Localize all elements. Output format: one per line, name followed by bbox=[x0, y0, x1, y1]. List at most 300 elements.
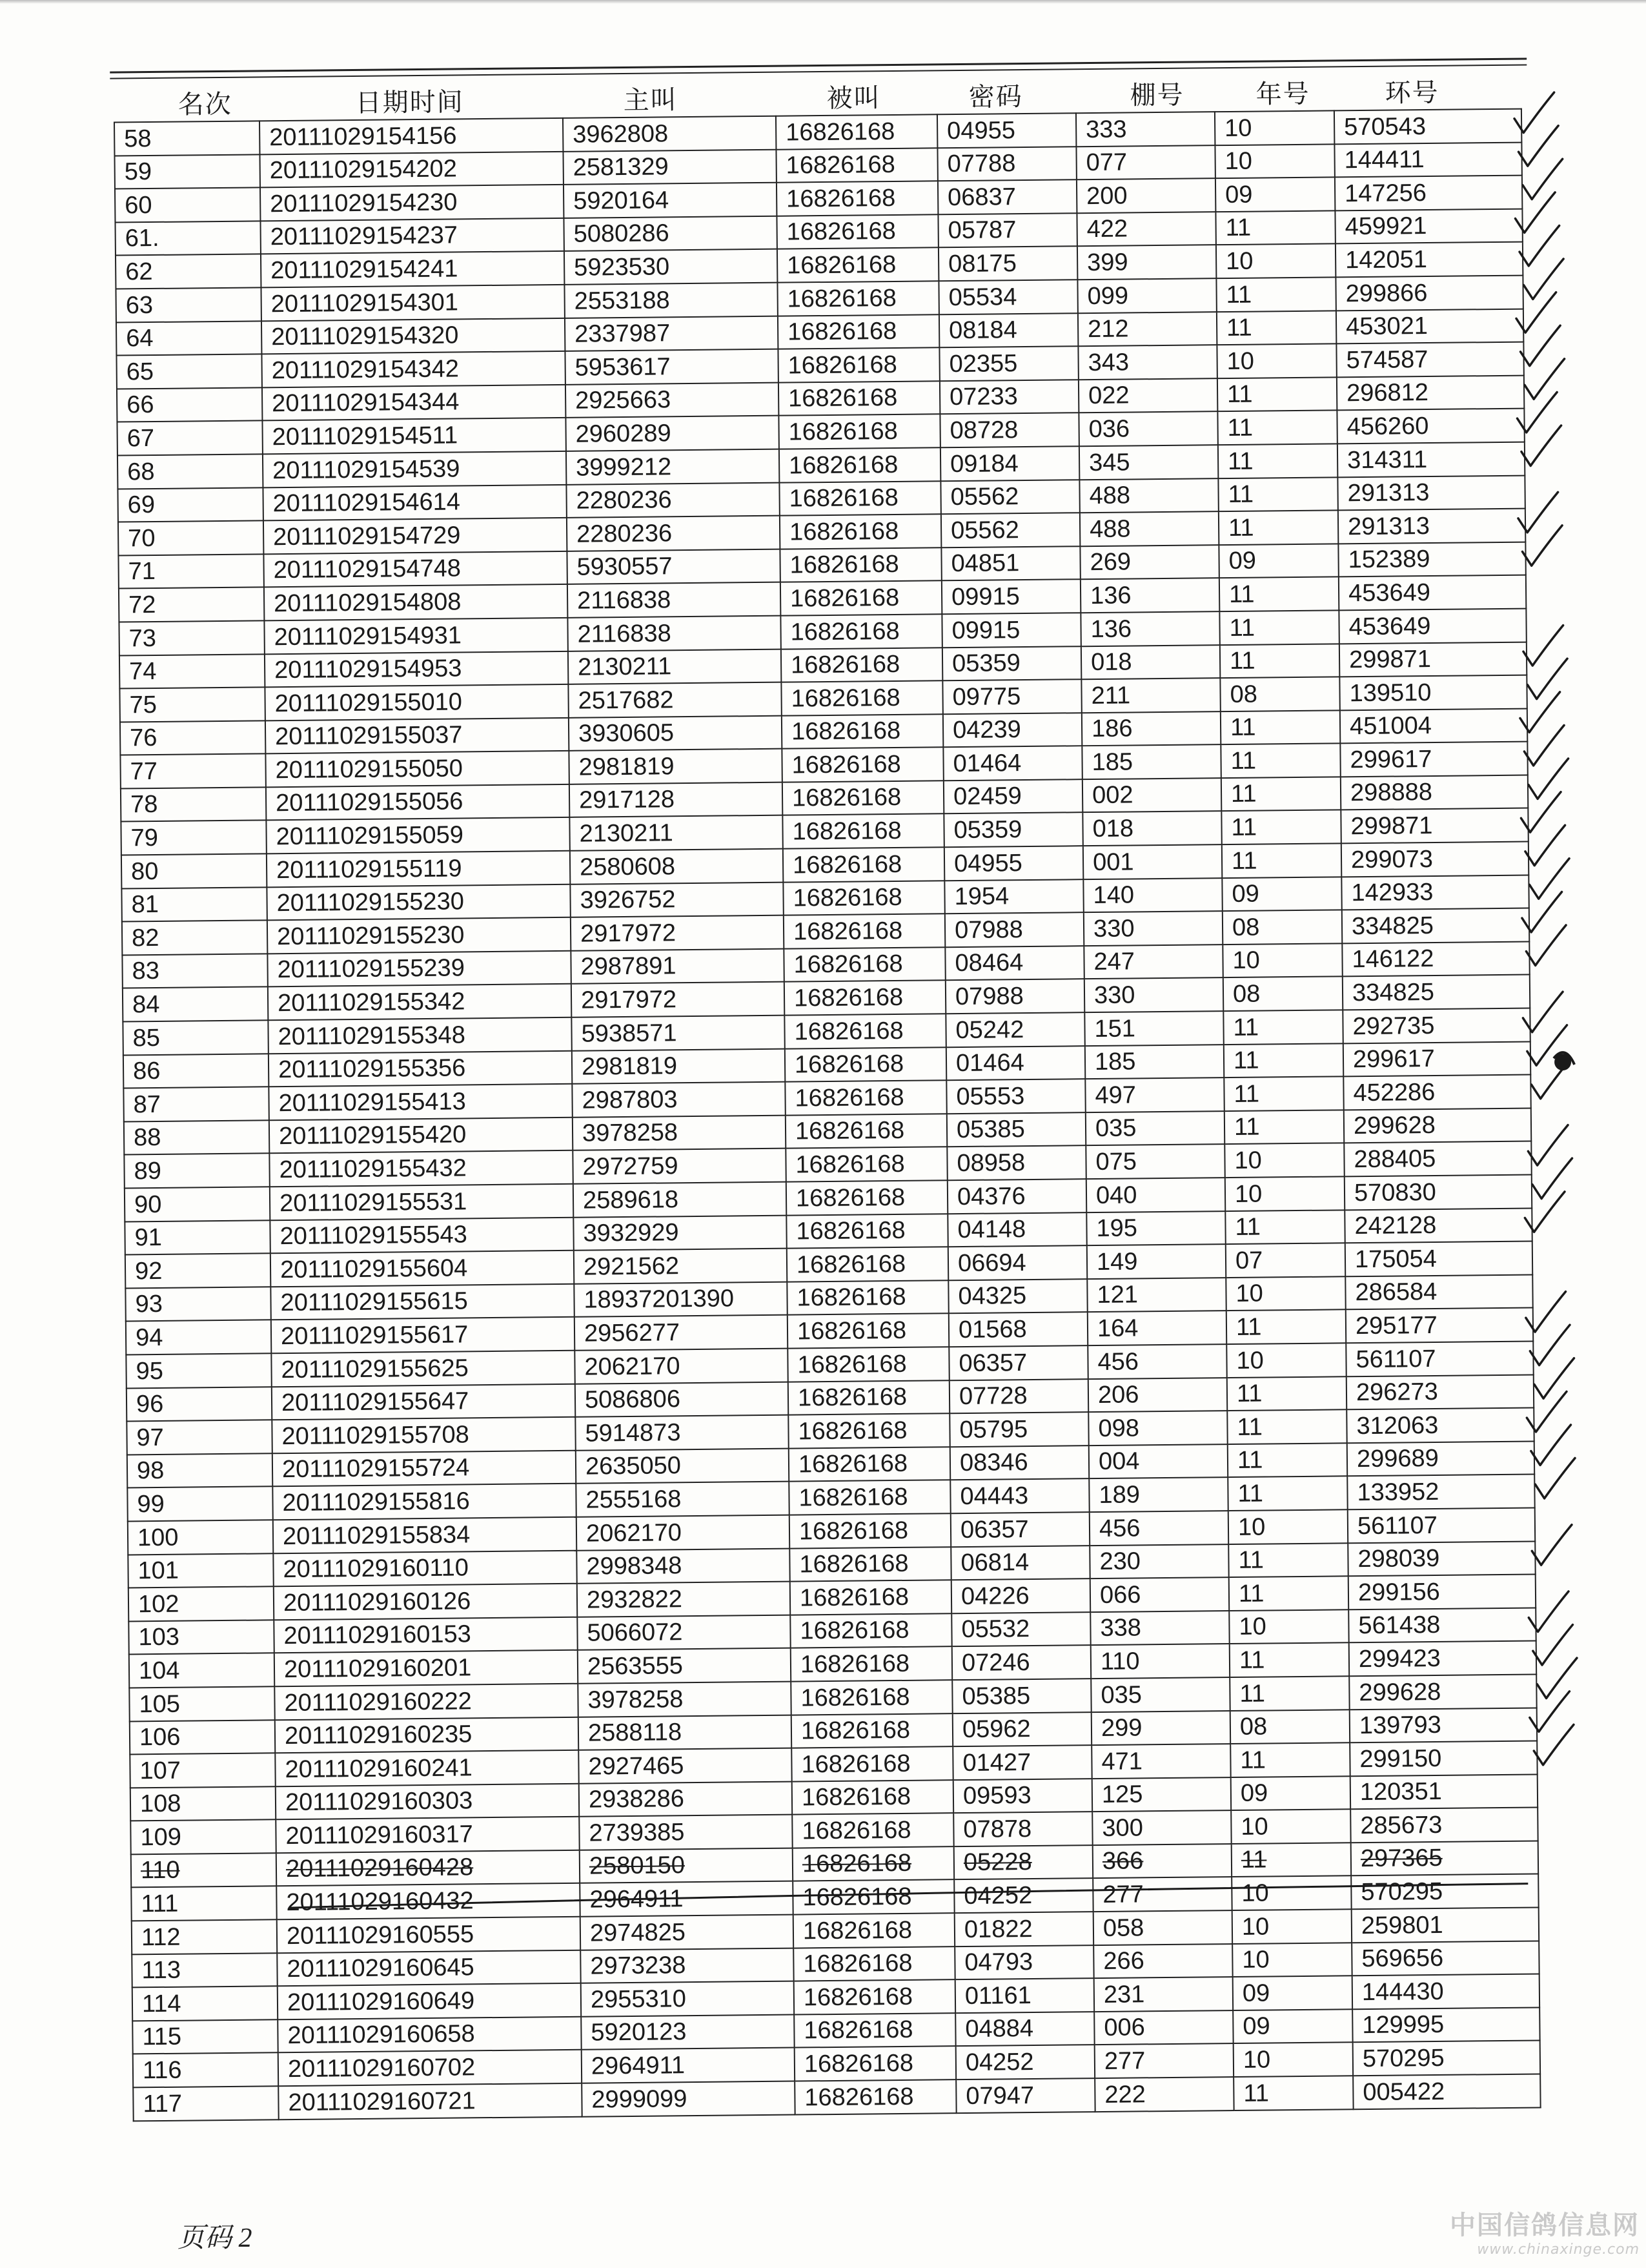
cell-caller: 2635050 bbox=[576, 1448, 789, 1484]
cell-caller: 2927465 bbox=[578, 1748, 791, 1784]
cell-ring: 299689 bbox=[1347, 1441, 1534, 1476]
cell-rank: 91 bbox=[125, 1220, 270, 1255]
cell-code: 08184 bbox=[939, 313, 1078, 348]
cell-ring: 298039 bbox=[1348, 1541, 1535, 1576]
cell-caller: 2987891 bbox=[571, 948, 784, 984]
cell-caller: 5938571 bbox=[571, 1016, 784, 1051]
cell-callee: 16826168 bbox=[790, 1580, 951, 1615]
cell-loft: 185 bbox=[1082, 744, 1221, 779]
cell-datetime: 20111029160658 bbox=[278, 2017, 581, 2053]
cell-loft: 222 bbox=[1095, 2077, 1234, 2112]
cell-rank: 100 bbox=[128, 1520, 273, 1555]
cell-callee: 16826168 bbox=[789, 1547, 951, 1582]
cell-caller: 2999099 bbox=[582, 2081, 795, 2117]
cell-loft: 077 bbox=[1076, 145, 1215, 180]
cell-rank: 69 bbox=[117, 487, 263, 522]
cell-code: 1954 bbox=[944, 879, 1083, 914]
cell-callee: 16826168 bbox=[795, 2047, 956, 2081]
cell-year: 11 bbox=[1221, 710, 1340, 744]
cell-year: 11 bbox=[1219, 610, 1339, 644]
cell-loft: 231 bbox=[1094, 1977, 1233, 2012]
cell-datetime: 20111029160303 bbox=[276, 1783, 579, 1819]
cell-caller: 2130211 bbox=[568, 649, 781, 684]
cell-year: 09 bbox=[1222, 877, 1341, 911]
cell-loft: 195 bbox=[1086, 1211, 1225, 1246]
cell-caller: 2555168 bbox=[576, 1482, 789, 1517]
cell-loft: 330 bbox=[1084, 978, 1223, 1013]
cell-loft: 035 bbox=[1091, 1677, 1230, 1712]
cell-year: 11 bbox=[1228, 1443, 1347, 1477]
cell-ring: 299156 bbox=[1348, 1575, 1536, 1609]
cell-loft: 035 bbox=[1086, 1111, 1224, 1146]
cell-loft: 299 bbox=[1092, 1711, 1230, 1746]
cell-ring: 147256 bbox=[1335, 176, 1522, 210]
cell-ring: 453649 bbox=[1339, 575, 1526, 610]
cell-caller: 3932929 bbox=[573, 1215, 786, 1251]
check-marks-layer bbox=[1514, 92, 1578, 1765]
cell-ring: 570543 bbox=[1334, 109, 1521, 144]
cell-caller: 5930557 bbox=[567, 549, 780, 584]
cell-loft: 149 bbox=[1087, 1244, 1226, 1279]
cell-code: 05553 bbox=[946, 1079, 1085, 1114]
check-mark bbox=[1516, 292, 1557, 333]
cell-code: 07947 bbox=[956, 2078, 1095, 2113]
cell-datetime: 20111029155625 bbox=[271, 1351, 574, 1387]
cell-loft: 488 bbox=[1080, 511, 1219, 546]
cell-callee: 16826168 bbox=[786, 1214, 948, 1249]
cell-caller: 5923530 bbox=[564, 249, 777, 285]
check-mark bbox=[1522, 892, 1563, 932]
cell-ring: 299617 bbox=[1340, 742, 1527, 777]
cell-ring: 299628 bbox=[1349, 1674, 1536, 1709]
cell-year: 11 bbox=[1230, 1643, 1349, 1677]
cell-year: 11 bbox=[1227, 1376, 1346, 1411]
cell-rank: 77 bbox=[120, 754, 265, 789]
cell-rank: 89 bbox=[124, 1154, 269, 1189]
cell-callee: 16826168 bbox=[783, 881, 944, 915]
cell-rank: 60 bbox=[115, 188, 260, 223]
cell-ring: 312063 bbox=[1346, 1408, 1534, 1443]
cell-rank: 73 bbox=[119, 620, 264, 655]
cell-datetime: 20111029155413 bbox=[269, 1084, 572, 1120]
cell-datetime: 20111029160222 bbox=[274, 1684, 578, 1720]
cell-loft: 066 bbox=[1090, 1577, 1229, 1612]
check-mark bbox=[1523, 626, 1564, 666]
cell-rank: 85 bbox=[123, 1020, 268, 1055]
cell-ring: 569656 bbox=[1352, 1941, 1539, 1976]
cell-rank: 80 bbox=[121, 853, 267, 888]
cell-datetime: 20111029160555 bbox=[277, 1917, 580, 1953]
cell-datetime: 20111029155543 bbox=[270, 1217, 573, 1253]
cell-caller: 2917128 bbox=[569, 782, 782, 818]
cell-rank: 83 bbox=[122, 954, 267, 988]
cell-caller: 5086806 bbox=[575, 1382, 788, 1417]
cell-callee: 16826168 bbox=[777, 248, 939, 283]
cell-caller: 2130211 bbox=[569, 815, 782, 851]
cell-code: 07988 bbox=[946, 979, 1084, 1014]
cell-caller: 2739385 bbox=[579, 1815, 792, 1850]
cell-callee: 16826168 bbox=[778, 414, 940, 449]
cell-datetime: 20111029154202 bbox=[259, 151, 563, 187]
cell-loft: 456 bbox=[1088, 1344, 1226, 1379]
site-watermark bbox=[1446, 2205, 1640, 2258]
cell-callee: 16826168 bbox=[787, 1280, 948, 1315]
cell-ring: 288405 bbox=[1344, 1141, 1531, 1176]
cell-caller: 2960289 bbox=[565, 416, 778, 451]
cell-ring: 456260 bbox=[1337, 409, 1524, 444]
cell-code: 02355 bbox=[939, 346, 1078, 381]
cell-datetime: 20111029154344 bbox=[262, 385, 565, 421]
cell-caller: 2955310 bbox=[581, 1981, 794, 2017]
cell-datetime: 20111029160702 bbox=[278, 2050, 582, 2086]
header-rank: 名次 bbox=[178, 89, 232, 120]
cell-datetime: 20111029160721 bbox=[278, 2083, 582, 2120]
cell-loft: 471 bbox=[1092, 1744, 1230, 1779]
cell-code: 05795 bbox=[950, 1412, 1088, 1447]
cell-callee: 16826168 bbox=[780, 514, 941, 549]
cell-callee: 16826168 bbox=[784, 1014, 946, 1048]
cell-code: 05562 bbox=[941, 513, 1080, 547]
cell-year: 10 bbox=[1217, 344, 1336, 378]
cell-datetime: 20111029155059 bbox=[266, 817, 569, 853]
cell-code: 09775 bbox=[942, 679, 1081, 714]
cell-code: 08175 bbox=[939, 247, 1077, 281]
cell-ring: 451004 bbox=[1340, 708, 1527, 743]
cell-loft: 098 bbox=[1088, 1411, 1227, 1446]
cell-datetime: 20111029155724 bbox=[272, 1451, 576, 1487]
cell-rank: 94 bbox=[126, 1320, 271, 1355]
cell-code: 07246 bbox=[952, 1645, 1091, 1680]
cell-code: 06694 bbox=[948, 1245, 1087, 1280]
cell-year: 11 bbox=[1230, 1676, 1349, 1710]
cell-caller: 2589618 bbox=[573, 1182, 786, 1218]
cell-ring: 314311 bbox=[1337, 442, 1525, 477]
cell-ring: 299871 bbox=[1341, 808, 1528, 843]
cell-datetime: 20111029160126 bbox=[274, 1584, 577, 1620]
cell-ring: 299871 bbox=[1339, 642, 1527, 677]
cell-datetime: 20111029160110 bbox=[273, 1550, 576, 1586]
cell-code: 04226 bbox=[951, 1578, 1090, 1613]
cell-year: 11 bbox=[1221, 744, 1340, 778]
cell-year: 11 bbox=[1224, 1043, 1343, 1078]
cell-loft: 230 bbox=[1090, 1544, 1228, 1579]
cell-datetime: 20111029155531 bbox=[270, 1184, 573, 1220]
ink-blot-mark bbox=[1554, 1052, 1574, 1070]
cell-loft: 136 bbox=[1081, 611, 1219, 646]
cell-callee: 16826168 bbox=[784, 947, 945, 982]
cell-caller: 5920123 bbox=[581, 2014, 794, 2050]
cell-callee: 16826168 bbox=[787, 1314, 949, 1349]
check-mark bbox=[1527, 1391, 1567, 1432]
cell-code: 05385 bbox=[947, 1112, 1086, 1147]
cell-datetime: 20111029155617 bbox=[271, 1317, 574, 1353]
cell-year: 11 bbox=[1219, 577, 1339, 611]
cell-year: 10 bbox=[1226, 1276, 1345, 1311]
cell-callee: 16826168 bbox=[777, 214, 938, 249]
cell-loft: 125 bbox=[1092, 1777, 1231, 1812]
cell-year: 10 bbox=[1232, 1909, 1352, 1943]
cell-datetime: 20111029160432 bbox=[276, 1883, 580, 1919]
cell-ring: 296273 bbox=[1346, 1374, 1534, 1409]
cell-callee: 16826168 bbox=[781, 680, 942, 715]
cell-caller: 5080286 bbox=[564, 216, 777, 251]
cell-caller: 2998348 bbox=[576, 1548, 789, 1584]
cell-callee: 16826168 bbox=[792, 1813, 953, 1848]
cell-datetime: 20111029155615 bbox=[270, 1284, 574, 1320]
cell-code: 04851 bbox=[941, 546, 1080, 581]
cell-ring: 120351 bbox=[1350, 1774, 1538, 1809]
cell-code: 08464 bbox=[945, 946, 1084, 981]
cell-loft: 247 bbox=[1084, 945, 1223, 979]
cell-caller: 2917972 bbox=[571, 982, 784, 1017]
cell-ring: 295177 bbox=[1346, 1308, 1533, 1343]
cell-year: 10 bbox=[1223, 943, 1342, 977]
cell-code: 04148 bbox=[948, 1212, 1086, 1247]
cell-loft: 456 bbox=[1090, 1511, 1228, 1546]
cell-loft: 121 bbox=[1087, 1278, 1226, 1313]
cell-datetime: 20111029154539 bbox=[263, 451, 566, 487]
check-mark bbox=[1523, 992, 1563, 1032]
cell-year: 10 bbox=[1229, 1609, 1348, 1644]
cell-code: 01822 bbox=[955, 1912, 1093, 1946]
cell-ring: 297365 bbox=[1351, 1841, 1538, 1875]
cell-year: 11 bbox=[1222, 843, 1341, 877]
cell-code: 04376 bbox=[948, 1179, 1086, 1214]
cell-year: 10 bbox=[1226, 1343, 1346, 1377]
cell-code: 04252 bbox=[954, 1879, 1093, 1914]
cell-callee: 16826168 bbox=[780, 581, 942, 616]
cell-code: 05534 bbox=[939, 280, 1077, 314]
cell-ring: 286584 bbox=[1345, 1274, 1532, 1309]
cell-datetime: 20111029155708 bbox=[272, 1417, 575, 1453]
cell-loft: 036 bbox=[1079, 412, 1217, 447]
cell-loft: 333 bbox=[1076, 112, 1215, 147]
cell-datetime: 20111029154230 bbox=[260, 185, 564, 221]
cell-loft: 002 bbox=[1082, 778, 1221, 813]
strike-pen-line bbox=[289, 1884, 1528, 1908]
cell-rank: 96 bbox=[127, 1387, 272, 1422]
cell-ring: 142051 bbox=[1336, 242, 1523, 277]
cell-rank: 116 bbox=[133, 2053, 278, 2088]
cell-ring: 299866 bbox=[1336, 276, 1523, 311]
cell-code: 09184 bbox=[940, 446, 1079, 481]
cell-ring: 561107 bbox=[1346, 1341, 1533, 1376]
cell-code: 04443 bbox=[950, 1478, 1089, 1513]
cell-loft: 004 bbox=[1089, 1444, 1228, 1479]
cell-callee: 16826168 bbox=[785, 1047, 946, 1082]
cell-code: 01464 bbox=[943, 746, 1082, 781]
cell-caller: 3978258 bbox=[578, 1682, 791, 1717]
cell-datetime: 20111029155010 bbox=[265, 684, 568, 720]
cell-code: 08958 bbox=[947, 1146, 1086, 1181]
cell-datetime: 20111029160645 bbox=[277, 1950, 580, 1986]
check-mark bbox=[1525, 1292, 1566, 1333]
cell-year: 11 bbox=[1221, 777, 1341, 811]
cell-caller: 18937201390 bbox=[574, 1282, 787, 1317]
cell-code: 06814 bbox=[951, 1546, 1090, 1580]
cell-loft: 269 bbox=[1080, 545, 1219, 580]
cell-year: 11 bbox=[1224, 1077, 1343, 1111]
cell-ring: 142933 bbox=[1341, 875, 1529, 910]
cell-year: 11 bbox=[1228, 1476, 1347, 1511]
cell-loft: 488 bbox=[1079, 478, 1218, 513]
cell-ring: 299628 bbox=[1344, 1108, 1531, 1143]
cell-callee: 16826168 bbox=[786, 1180, 948, 1215]
cell-caller: 2581329 bbox=[563, 149, 776, 185]
cell-callee: 16826168 bbox=[777, 181, 938, 216]
cell-callee: 16826168 bbox=[793, 1913, 955, 1948]
cell-caller: 2116838 bbox=[567, 616, 780, 651]
cell-callee: 16826168 bbox=[779, 481, 940, 516]
cell-year: 11 bbox=[1232, 1843, 1351, 1877]
cell-code: 05385 bbox=[952, 1679, 1091, 1713]
cell-code: 04793 bbox=[955, 1945, 1093, 1980]
cell-loft: 206 bbox=[1088, 1378, 1227, 1413]
cell-datetime: 20111029154237 bbox=[260, 218, 564, 254]
cell-datetime: 20111029155420 bbox=[269, 1118, 573, 1154]
header-callee: 被叫 bbox=[826, 83, 881, 114]
cell-loft: 022 bbox=[1079, 378, 1217, 413]
cell-rank: 101 bbox=[128, 1553, 273, 1588]
cell-code: 08728 bbox=[940, 413, 1079, 448]
cell-year: 10 bbox=[1225, 1176, 1345, 1211]
cell-ring: 005422 bbox=[1353, 2074, 1540, 2109]
cell-year: 10 bbox=[1232, 1943, 1352, 1977]
cell-year: 11 bbox=[1218, 477, 1337, 511]
cell-callee: 16826168 bbox=[788, 1413, 950, 1448]
cell-datetime: 20111029154156 bbox=[259, 118, 563, 154]
cell-year: 09 bbox=[1215, 178, 1335, 212]
cell-code: 01568 bbox=[949, 1313, 1088, 1347]
cell-year: 08 bbox=[1230, 1710, 1350, 1744]
cell-loft: 058 bbox=[1093, 1910, 1232, 1945]
cell-rank: 112 bbox=[132, 1919, 277, 1954]
cell-loft: 497 bbox=[1085, 1078, 1224, 1112]
cell-caller: 2553188 bbox=[564, 283, 777, 318]
cell-loft: 186 bbox=[1082, 711, 1221, 746]
cell-ring: 144430 bbox=[1352, 1974, 1539, 2009]
cell-caller: 2921562 bbox=[574, 1249, 787, 1284]
cell-caller: 2062170 bbox=[574, 1349, 787, 1384]
cell-code: 07788 bbox=[937, 147, 1076, 181]
cell-ring: 291313 bbox=[1337, 475, 1525, 510]
cell-code: 06357 bbox=[949, 1345, 1088, 1380]
cell-loft: 277 bbox=[1095, 2043, 1234, 2078]
cell-callee: 16826168 bbox=[794, 1979, 955, 2014]
cell-callee: 16826168 bbox=[778, 381, 940, 416]
cell-rank: 66 bbox=[117, 387, 262, 422]
check-mark bbox=[1520, 692, 1561, 733]
cell-caller: 2964911 bbox=[580, 1881, 793, 1917]
cell-ring: 299423 bbox=[1349, 1641, 1536, 1676]
cell-callee: 16826168 bbox=[782, 748, 943, 782]
cell-datetime: 20111029154808 bbox=[264, 584, 567, 620]
cell-datetime: 20111029154342 bbox=[261, 351, 565, 387]
cell-year: 09 bbox=[1219, 544, 1338, 578]
check-mark bbox=[1529, 1691, 1570, 1732]
cell-ring: 561107 bbox=[1348, 1507, 1535, 1542]
cell-caller: 2588118 bbox=[578, 1715, 791, 1750]
cell-rank: 102 bbox=[128, 1586, 274, 1621]
cell-datetime: 20111029155230 bbox=[267, 884, 570, 920]
cell-caller: 3930605 bbox=[569, 715, 782, 751]
cell-year: 11 bbox=[1220, 644, 1339, 678]
cell-rank: 76 bbox=[120, 720, 265, 755]
cell-rank: 63 bbox=[116, 287, 261, 322]
cell-callee: 16826168 bbox=[791, 1713, 953, 1748]
cell-ring: 299073 bbox=[1341, 842, 1529, 877]
cell-caller: 2563555 bbox=[578, 1648, 791, 1684]
cell-caller: 2280236 bbox=[567, 516, 780, 551]
cell-loft: 140 bbox=[1083, 878, 1222, 913]
cell-rank: 61. bbox=[115, 221, 260, 256]
cell-rank: 70 bbox=[118, 520, 263, 555]
cell-rank: 88 bbox=[124, 1120, 269, 1155]
cell-code: 07878 bbox=[953, 1812, 1092, 1846]
cell-datetime: 20111029155342 bbox=[268, 984, 571, 1020]
cell-callee: 16826168 bbox=[791, 1680, 952, 1715]
cell-loft: 211 bbox=[1081, 678, 1220, 713]
cell-datetime: 20111029155604 bbox=[270, 1251, 574, 1287]
cell-datetime: 20111029154320 bbox=[261, 318, 565, 354]
watermark-site-name: 中国信鸽信息网 bbox=[1450, 2211, 1640, 2240]
cell-code: 07233 bbox=[940, 380, 1079, 414]
cell-loft: 099 bbox=[1077, 278, 1216, 313]
cell-ring: 146122 bbox=[1342, 941, 1529, 976]
cell-year: 11 bbox=[1223, 1010, 1343, 1044]
cell-datetime: 20111029155119 bbox=[267, 851, 570, 887]
cell-datetime: 20111029160317 bbox=[276, 1817, 579, 1853]
cell-rank: 71 bbox=[118, 554, 263, 589]
check-mark bbox=[1528, 1125, 1569, 1166]
cell-caller: 2580608 bbox=[570, 849, 783, 884]
cell-code: 05962 bbox=[953, 1712, 1092, 1747]
cell-rank: 86 bbox=[123, 1054, 269, 1088]
header-datetime: 日期时间 bbox=[355, 87, 464, 118]
cell-datetime: 20111029154301 bbox=[261, 285, 564, 321]
cell-loft: 200 bbox=[1077, 178, 1215, 213]
cell-callee: 16826168 bbox=[782, 714, 943, 749]
cell-callee: 16826168 bbox=[779, 447, 940, 482]
cell-datetime: 20111029160235 bbox=[275, 1717, 578, 1753]
cell-year: 11 bbox=[1218, 444, 1337, 478]
cell-code: 09915 bbox=[942, 613, 1081, 648]
cell-caller: 3926752 bbox=[570, 882, 783, 917]
cell-callee: 16826168 bbox=[787, 1347, 949, 1382]
cell-datetime: 20111029155816 bbox=[272, 1484, 576, 1520]
cell-rank: 110 bbox=[131, 1853, 276, 1888]
cell-year: 08 bbox=[1220, 677, 1339, 711]
cell-code: 09593 bbox=[953, 1779, 1092, 1813]
cell-datetime: 20111029154931 bbox=[264, 618, 567, 654]
cell-rank: 113 bbox=[132, 1953, 277, 1988]
cell-caller: 5066072 bbox=[577, 1615, 790, 1650]
cell-caller: 3962808 bbox=[563, 116, 776, 152]
cell-callee: 16826168 bbox=[787, 1247, 948, 1282]
cell-rank: 104 bbox=[129, 1653, 274, 1688]
cell-datetime: 20111029154729 bbox=[263, 518, 567, 554]
cell-loft: 338 bbox=[1090, 1611, 1229, 1646]
check-mark bbox=[1517, 393, 1558, 433]
cell-callee: 16826168 bbox=[794, 2013, 955, 2048]
cell-year: 10 bbox=[1231, 1810, 1350, 1844]
cell-ring: 459921 bbox=[1335, 209, 1522, 243]
cell-caller: 3978258 bbox=[573, 1115, 786, 1150]
cell-ring: 334825 bbox=[1343, 975, 1530, 1010]
cell-ring: 291313 bbox=[1338, 509, 1525, 544]
cell-loft: 110 bbox=[1091, 1644, 1230, 1679]
cell-loft: 006 bbox=[1094, 2010, 1233, 2045]
